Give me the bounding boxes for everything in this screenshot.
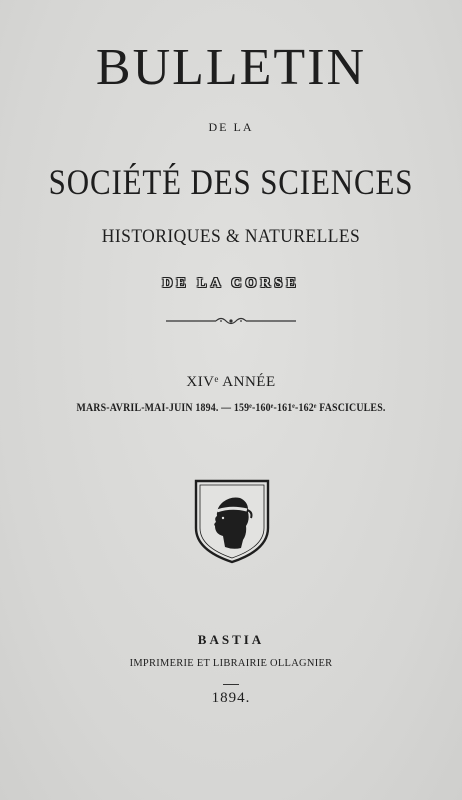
society-subtitle: HISTORIQUES & NATURELLES bbox=[101, 226, 361, 247]
issue-line: MARS-AVRIL-MAI-JUIN 1894. — 159ᵉ-160ᵉ-161ᵉ-162ᵉ FASCICULES. bbox=[76, 402, 386, 414]
society-name: SOCIÉTÉ DES SCIENCES bbox=[48, 162, 414, 202]
ornament-divider-icon bbox=[164, 314, 298, 328]
printer-label: IMPRIMERIE ET LIBRAIRIE OLLAGNIER bbox=[129, 657, 333, 669]
publication-year: 1894. bbox=[211, 690, 251, 706]
bulletin-title: BULLETIN bbox=[95, 39, 367, 96]
region-label: DE LA CORSE bbox=[162, 276, 300, 291]
divider-dash bbox=[223, 684, 239, 685]
moor-head-shield-icon bbox=[193, 478, 271, 564]
de-la-label: DE LA bbox=[208, 120, 254, 134]
city-label: BASTIA bbox=[197, 632, 265, 647]
volume-year-label: XIVᵉ ANNÉE bbox=[186, 374, 276, 390]
